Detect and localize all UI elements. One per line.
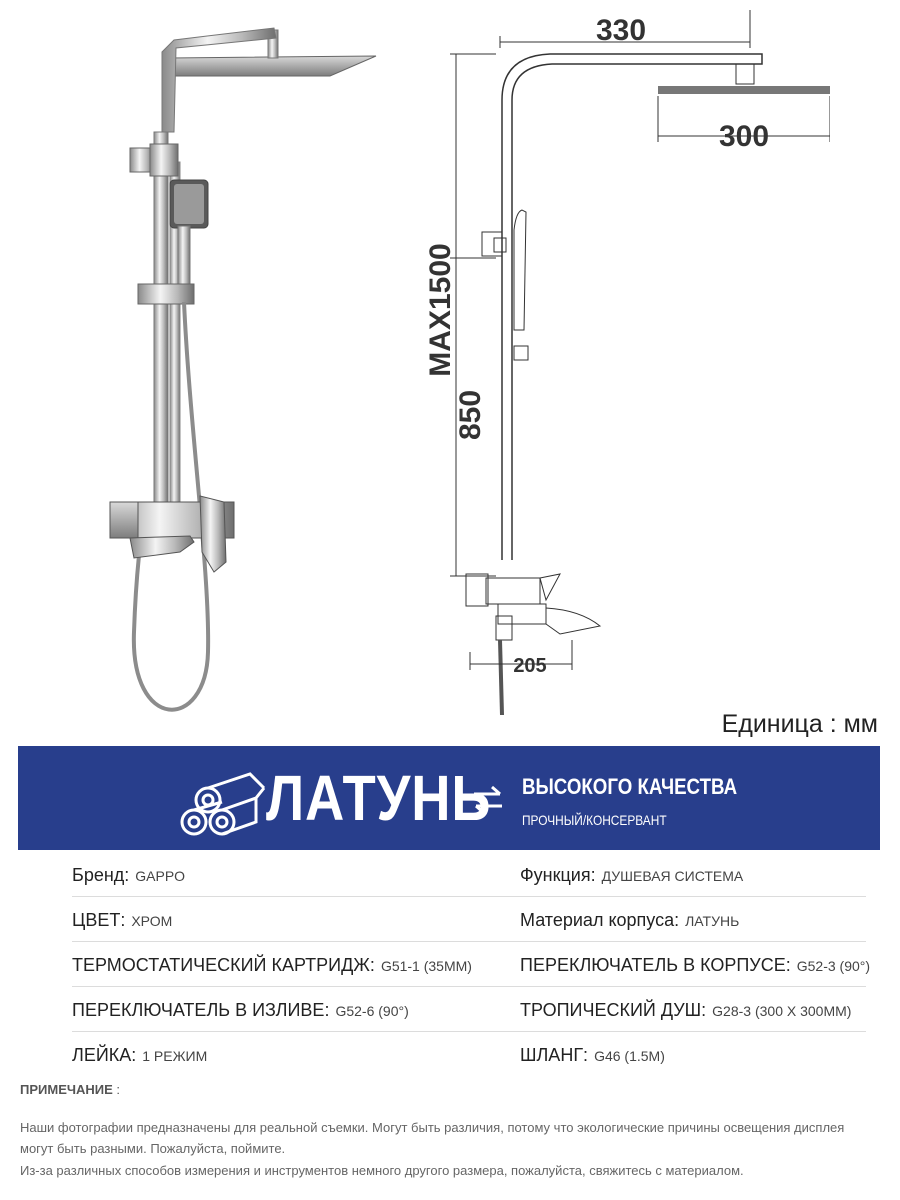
spec-label: ЛЕЙКА:: [72, 1045, 137, 1065]
specs-row: [72, 987, 866, 1032]
spec-label: ЦВЕТ:: [72, 910, 126, 930]
spec-value: GAPPO: [135, 868, 186, 884]
material-banner: [18, 746, 880, 850]
spec-value: G28-3 (300 X 300MM): [712, 1003, 852, 1019]
dim-mixer-height: 850: [454, 389, 487, 441]
banner-material: ЛАТУНЬ: [266, 762, 492, 834]
spec-label: ШЛАНГ:: [520, 1045, 589, 1065]
technical-drawing: [410, 0, 830, 730]
banner-properties: ПРОЧНЫЙ/КОНСЕРВАНТ: [522, 812, 667, 828]
note-line-2: Из-за различных способов измерения и инструментов немного другого размера, пожалуйста, свяжитесь с материалом.: [20, 1163, 744, 1178]
spec-value: G52-3 (90°): [796, 958, 871, 974]
banner-quality: ВЫСОКОГО КАЧЕСТВА: [522, 774, 738, 799]
spec-label: ПЕРЕКЛЮЧАТЕЛЬ В КОРПУСЕ:: [520, 955, 791, 975]
spec-value: 1 РЕЖИМ: [142, 1048, 208, 1064]
specs-row: [72, 852, 866, 897]
brass-rods-icon: [178, 766, 268, 838]
product-photo: [90, 12, 390, 732]
specs-row: [72, 942, 871, 987]
spec-label: ТЕРМОСТАТИЧЕСКИЙ КАРТРИДЖ:: [72, 955, 375, 975]
specs-row: [72, 897, 866, 942]
spec-value: G51-1 (35ММ): [380, 958, 472, 974]
spec-value: ХРОМ: [131, 913, 173, 929]
spec-value: G52-6 (90°): [335, 1003, 409, 1019]
exchange-arrows-icon: [470, 784, 506, 816]
note-title-text: ПРИМЕЧАНИЕ: [20, 1082, 113, 1097]
spec-value: G46 (1.5M): [594, 1048, 665, 1064]
note-title: [20, 1082, 120, 1097]
note-line-1: Наши фотографии предназначены для реальной съемки. Могут быть различия, потому что экологические причины освещения дисплея могут быть разными. Пожалуйста, поймите.: [20, 1120, 845, 1156]
dim-head-size: 300: [718, 120, 770, 153]
unit-label: Единица : мм: [721, 710, 878, 738]
specs-row: [72, 1032, 866, 1076]
spec-label: Бренд:: [72, 865, 130, 885]
spec-value: ЛАТУНЬ: [685, 913, 740, 929]
specs-table: [72, 852, 871, 1076]
spec-label: ПЕРЕКЛЮЧАТЕЛЬ В ИЗЛИВЕ:: [72, 1000, 330, 1020]
dim-spout-length: 205: [513, 655, 547, 677]
spec-value: ДУШЕВАЯ СИСТЕМА: [601, 868, 744, 884]
note-title-colon: :: [112, 1082, 121, 1097]
dim-max-height: MAX1500: [424, 243, 457, 377]
spec-label: ТРОПИЧЕСКИЙ ДУШ:: [520, 1000, 707, 1020]
spec-label: Функция:: [520, 865, 596, 885]
spec-label: Материал корпуса:: [520, 910, 680, 930]
dim-arm-length: 330: [595, 14, 647, 47]
